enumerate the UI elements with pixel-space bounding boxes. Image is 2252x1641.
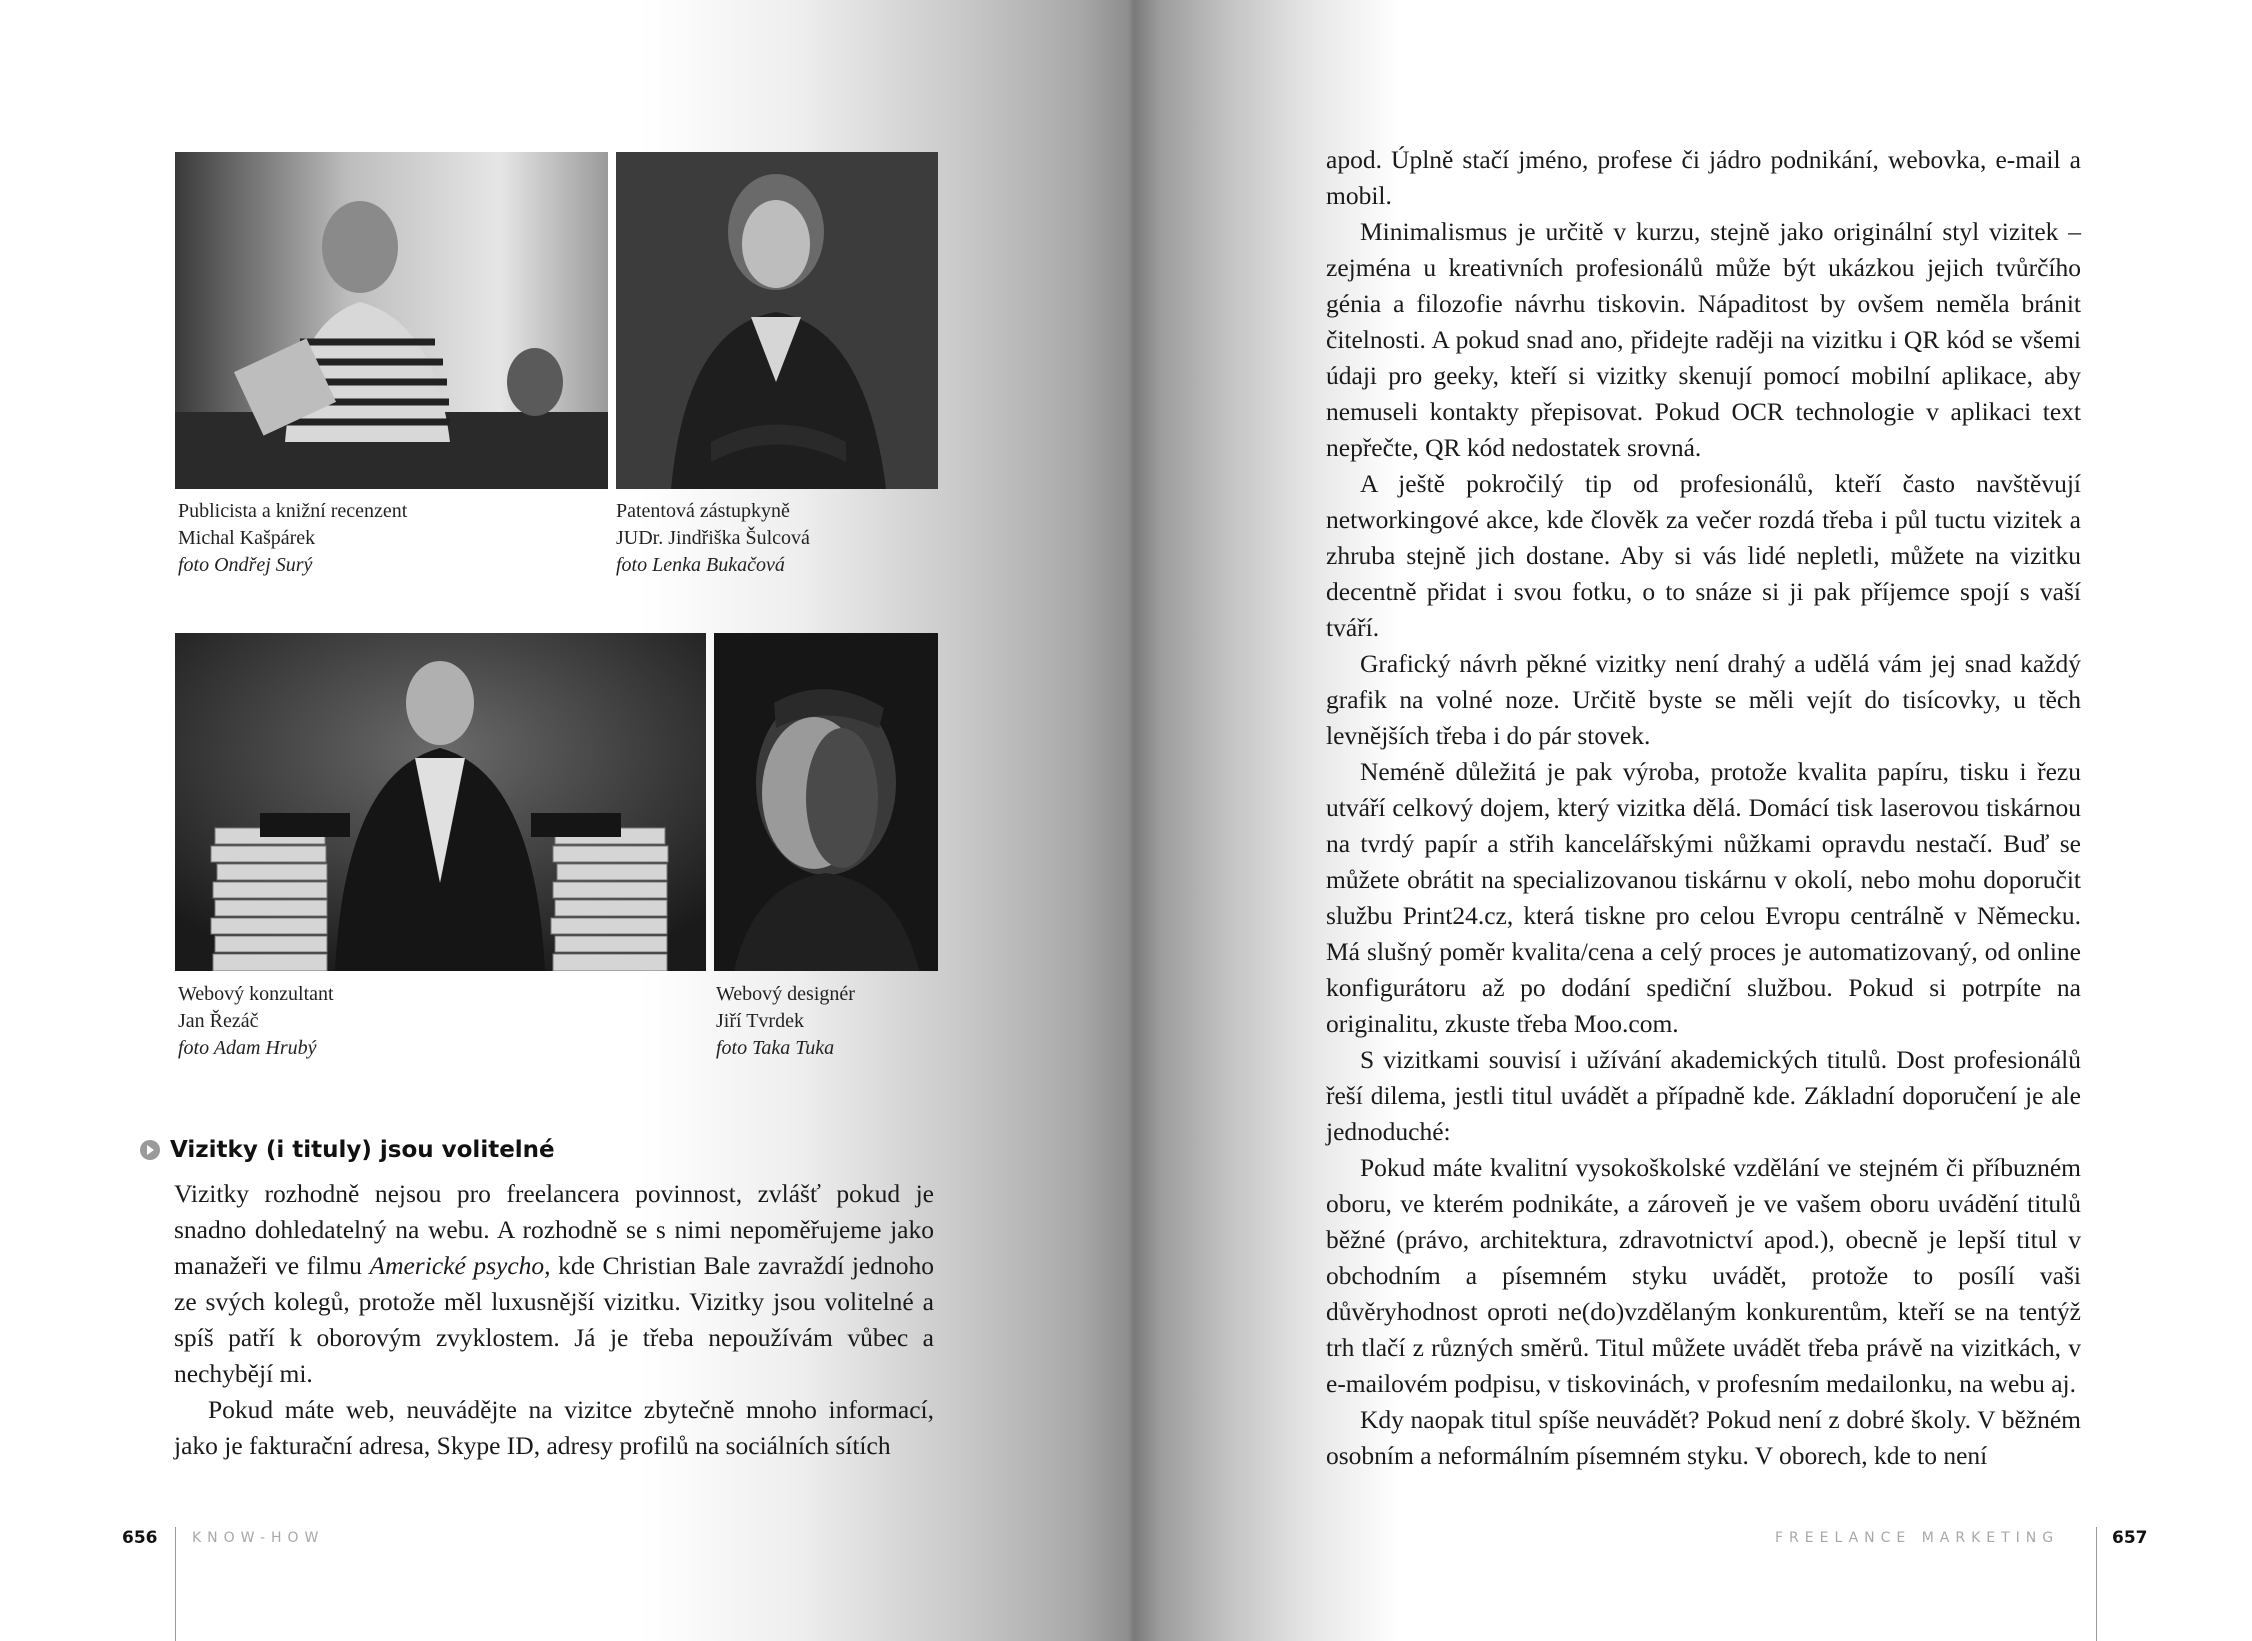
caption-credit: foto Ondřej Surý	[178, 554, 313, 576]
caption-role: Webový designér	[716, 983, 855, 1005]
paragraph: Pokud máte web, neuvádějte na vizitce zbytečně mnoho informací, jako je fakturační adresa, Skype ID, adresy profilů na sociálních sítích	[174, 1395, 934, 1460]
caption-photo-1	[178, 498, 407, 579]
paragraph: Grafický návrh pěkné vizitky není drahý a udělá vám jej snad každý grafik na volné noze. Určitě byste se měli vejít do tisícovky, u těch levnějších třeba i do pár stovek.	[1326, 649, 2081, 750]
paragraph-text: Vizitky rozhodně nejsou pro freelancera povinnost, zvlášť pokud je snadno dohledatelný na webu. A rozhodně se s nimi nepoměřujeme jako manažeři ve filmu	[174, 1179, 934, 1280]
paragraph: Minimalismus je určitě v kurzu, stejně jako originální styl vizitek – zejména u kreativních profesionálů může být ukázkou jejich tvůrčího génia a filozofie návrhu tiskovin. Nápaditost by ovšem neměla bránit čitelnosti. A pokud snad ano, přidejte raději na vizitku i QR kód se všemi údaji pro geeky, kteří si vizitky skenují pomocí mobilní aplikace, aby nemuseli kontakty přepisovat. Pokud OCR technologie v aplikaci text nepřečte, QR kód nedostatek srovná.	[1326, 217, 2081, 462]
caption-role: Patentová zástupkyně	[616, 500, 790, 522]
running-head-right: FREELANCE MARKETING	[1775, 1530, 2060, 1546]
film-title: Americké psycho,	[369, 1251, 551, 1280]
play-bullet-icon	[140, 1140, 160, 1160]
caption-role: Webový konzultant	[178, 983, 334, 1005]
paragraph: A ještě pokročilý tip od profesionálů, kteří často navštěvují networkingové akce, kde člověk za večer rozdá třeba i půl tuctu vizitek a zhruba stejně jich dostane. Aby si vás lidé nepletli, můžete na vizitku decentně přidat i svou fotku, o to snáze si ji pak příjemce spojí s vaší tváří.	[1326, 469, 2081, 642]
left-body-text	[174, 1176, 934, 1464]
photo-jan-rezac	[175, 633, 706, 971]
paragraph-text: kde Christian Bale zavraždí jednoho ze svých kolegů, protože měl luxusnější vizitku. Vizitky jsou volitelné a spíš patří k oborovým zvyklostem. Já je třeba nepoužívám vůbec a nechybějí mi.	[174, 1251, 934, 1388]
caption-name: JUDr. Jindřiška Šulcová	[616, 527, 810, 549]
right-body-text	[1326, 142, 2081, 1474]
paragraph: Pokud máte kvalitní vysokoškolské vzdělání ve stejném či příbuzném oboru, ve kterém podnikáte, a zároveň je ve vašem oboru uvádění titulů běžné (právo, architektura, zdravotnictví apod.), obecně je lepší titul v obchodním a písemném styku uvádět, protože to posílí vaši důvěryhodnost oproti ne(do)vzdělaným konkurentům, kteří se na tentýž trh tlačí z různých směrů. Titul můžete uvádět třeba právě na vizitkách, v e-mailovém podpisu, v tiskovinách, v profesním medailonku, na webu aj.	[1326, 1153, 2081, 1398]
paragraph: S vizitkami souvisí i užívání akademických titulů. Dost profesionálů řeší dilema, jestli titul uvádět a případně kde. Základní doporučení je ale jednoduché:	[1326, 1045, 2081, 1146]
section-heading-text: Vizitky (i tituly) jsou volitelné	[170, 1137, 555, 1163]
page-number-left: 656	[122, 1528, 158, 1548]
caption-credit: foto Lenka Bukačová	[616, 554, 785, 576]
photo-jiri-tvrdek	[714, 633, 938, 971]
footer-rule-right	[2096, 1527, 2097, 1641]
running-head-left: KNOW-HOW	[192, 1530, 325, 1546]
paragraph: apod. Úplně stačí jméno, profese či jádro podnikání, webovka, e-mail a mobil.	[1326, 145, 2081, 210]
caption-photo-2	[616, 498, 810, 579]
right-page	[1134, 0, 2252, 1641]
section-heading	[140, 1137, 555, 1163]
photo-jindriska-sulcova	[616, 152, 938, 489]
page-number-right: 657	[2112, 1528, 2148, 1548]
caption-role: Publicista a knižní recenzent	[178, 500, 408, 522]
paragraph: Kdy naopak titul spíše neuvádět? Pokud není z dobré školy. V běžném osobním a neformálním písemném styku. V oborech, kde to není	[1326, 1405, 2081, 1470]
paragraph: Neméně důležitá je pak výroba, protože kvalita papíru, tisku i řezu utváří celkový dojem, který vizitka dělá. Domácí tisk laserovou tiskárnou na tvrdý papír a střih kancelářskými nůžkami opravdu nestačí. Buď se můžete obrátit na specializovanou tiskárnu v okolí, nebo mohu doporučit službu Print24.cz, která tiskne pro celou Evropu centrálně v Německu. Má slušný poměr kvalita/cena a celý proces je automatizovaný, od online konfigurátoru až po dodání spediční službou. Pokud si potrpíte na originalitu, zkuste třeba Moo.com.	[1326, 757, 2081, 1038]
photo-michal-kasparek	[175, 152, 608, 489]
caption-credit: foto Taka Tuka	[716, 1037, 835, 1059]
caption-photo-3	[178, 981, 334, 1062]
caption-name: Michal Kašpárek	[178, 527, 316, 549]
caption-name: Jiří Tvrdek	[716, 1010, 804, 1032]
footer-rule-left	[175, 1527, 176, 1641]
paragraph	[174, 1176, 934, 1392]
caption-name: Jan Řezáč	[178, 1010, 259, 1032]
caption-credit: foto Adam Hrubý	[178, 1037, 317, 1059]
caption-photo-4	[716, 981, 855, 1062]
